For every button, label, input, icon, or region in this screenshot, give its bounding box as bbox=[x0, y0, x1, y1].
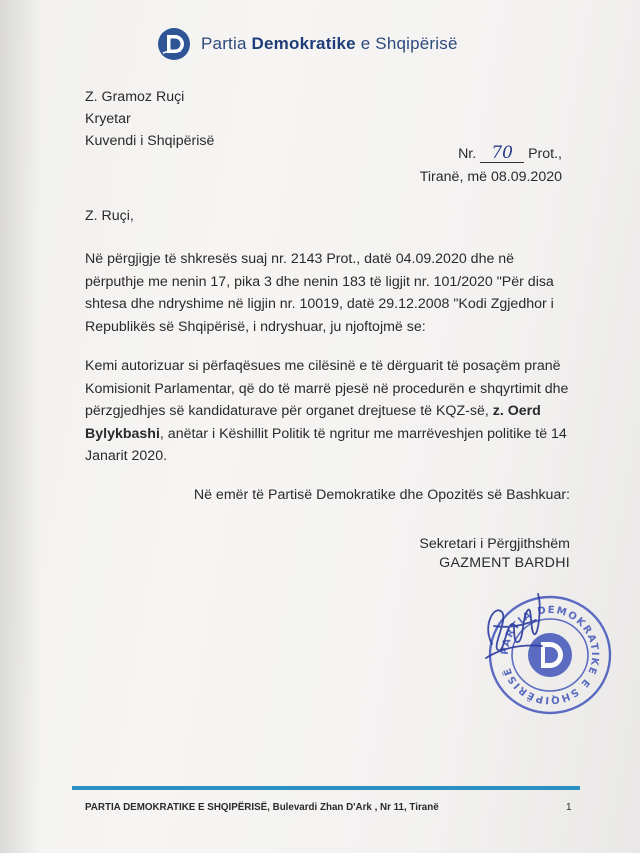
body-paragraph-1: Në përgjigje të shkresës suaj nr. 2143 Prot., datë 04.09.2020 dhe në përputhje me nenin 17, pika 3 dhe nenin 183 të ligjit nr. 101/2020 "Për disa shtesa dhe ndryshime në ligjin nr. 10019, datë 29.12.2008 "Kodi Zgjedhor i Republikës së Shqipërisë, i ndryshuar, ju njoftojmë se: bbox=[85, 251, 554, 335]
page-number: 1 bbox=[566, 802, 572, 813]
signatory-title: Sekretari i Përgjithshëm bbox=[419, 536, 570, 552]
signatory-name: GAZMENT BARDHI bbox=[439, 555, 570, 571]
stamp-ring-text: PARTIA DEMOKRATIKE E SHQIPËRISË bbox=[499, 604, 601, 706]
recipient-name: Z. Gramoz Ruçi bbox=[85, 89, 185, 105]
party-name: Partia Demokratike e Shqipërisë bbox=[201, 34, 458, 53]
letterhead bbox=[157, 26, 458, 62]
representative-name: z. Oerd Bylykbashi bbox=[85, 403, 541, 442]
protocol-number: 70 bbox=[480, 144, 524, 163]
page-shadow bbox=[0, 0, 40, 853]
recipient-institution: Kuvendi i Shqipërisë bbox=[85, 133, 215, 149]
protocol-number-line: Nr. 70 Prot., bbox=[458, 143, 562, 163]
footer-org: PARTIA DEMOKRATIKE E SHQIPËRISË bbox=[85, 802, 268, 813]
greeting: Z. Ruçi, bbox=[85, 208, 134, 224]
party-name-bold: Demokratike bbox=[251, 34, 356, 53]
footer-address bbox=[85, 802, 439, 813]
recipient-block bbox=[85, 86, 214, 152]
closing-line: Në emër të Partisë Demokratike dhe Opozitës së Bashkuar: bbox=[193, 487, 570, 503]
party-logo-icon bbox=[157, 27, 191, 61]
body-paragraph-2: Kemi autorizuar si përfaqësues me cilësinë e të dërguarit të posaçëm pranë Komisionit Parlamentar, që do të marrë pjesë në procedurën e shqyrtimit dhe përzgjedhjes së kandidaturave për organet drejtuese të KQZ-së, z. Oerd Bylykbashi, anëtar i Këshillit Politik të ngritur me marrëveshjen politike të 14 Janarit 2020. bbox=[85, 358, 569, 464]
recipient-role: Kryetar bbox=[85, 111, 131, 127]
place-date: Tiranë, më 08.09.2020 bbox=[419, 169, 562, 185]
handwritten-signature-icon bbox=[472, 586, 572, 696]
footer-rule bbox=[72, 786, 580, 790]
footer-address-text: , Bulevardi Zhan D'Ark , Nr 11, Tiranë bbox=[267, 802, 439, 813]
protocol-block bbox=[420, 143, 562, 189]
